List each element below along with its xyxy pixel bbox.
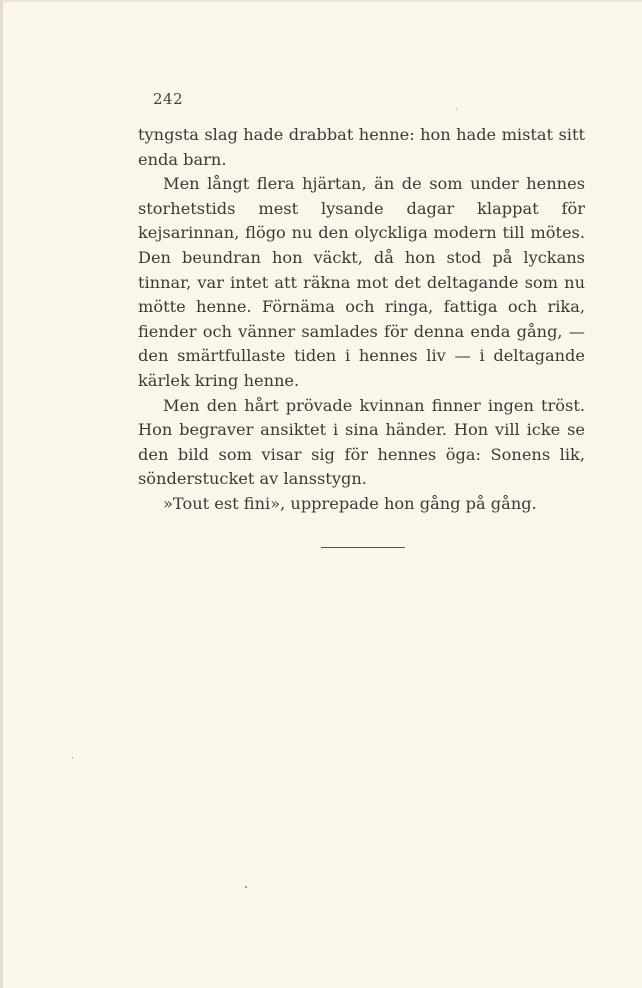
section-divider bbox=[321, 547, 405, 548]
paragraph: Men den hårt prövade kvinnan finner ingen tröst. Hon begraver ansiktet i sina händer. Hon vill icke se den bild som visar sig för hennes öga: Sonens lik, sönderstucket av lansstygn. bbox=[138, 395, 585, 489]
paper-speck bbox=[72, 757, 73, 758]
body-text bbox=[138, 123, 585, 517]
page-number: 242 bbox=[153, 90, 184, 108]
paragraph-continuation: tyngsta slag hade drabbat henne: hon hade mistat sitt enda barn. bbox=[138, 125, 585, 169]
paper-speck bbox=[245, 886, 247, 888]
paragraph-closing: »Tout est fini», upprepade hon gång på gång. bbox=[163, 493, 537, 513]
paragraph: Men långt flera hjärtan, än de som under hennes storhetstids mest lysande dagar klappat för kejsarinnan, flögo nu den olyckliga modern till mötes. Den beundran hon väckt, då hon stod på lyckans tinnar, var intet att räkna mot det deltagande som nu mötte henne. Förnäma och ringa, fattiga och rika, fiender och vänner samlades för denna enda gång, — den smärtfullaste tiden i hennes liv — i deltagande kärlek kring henne. bbox=[138, 174, 585, 390]
paper-speck bbox=[456, 108, 457, 109]
